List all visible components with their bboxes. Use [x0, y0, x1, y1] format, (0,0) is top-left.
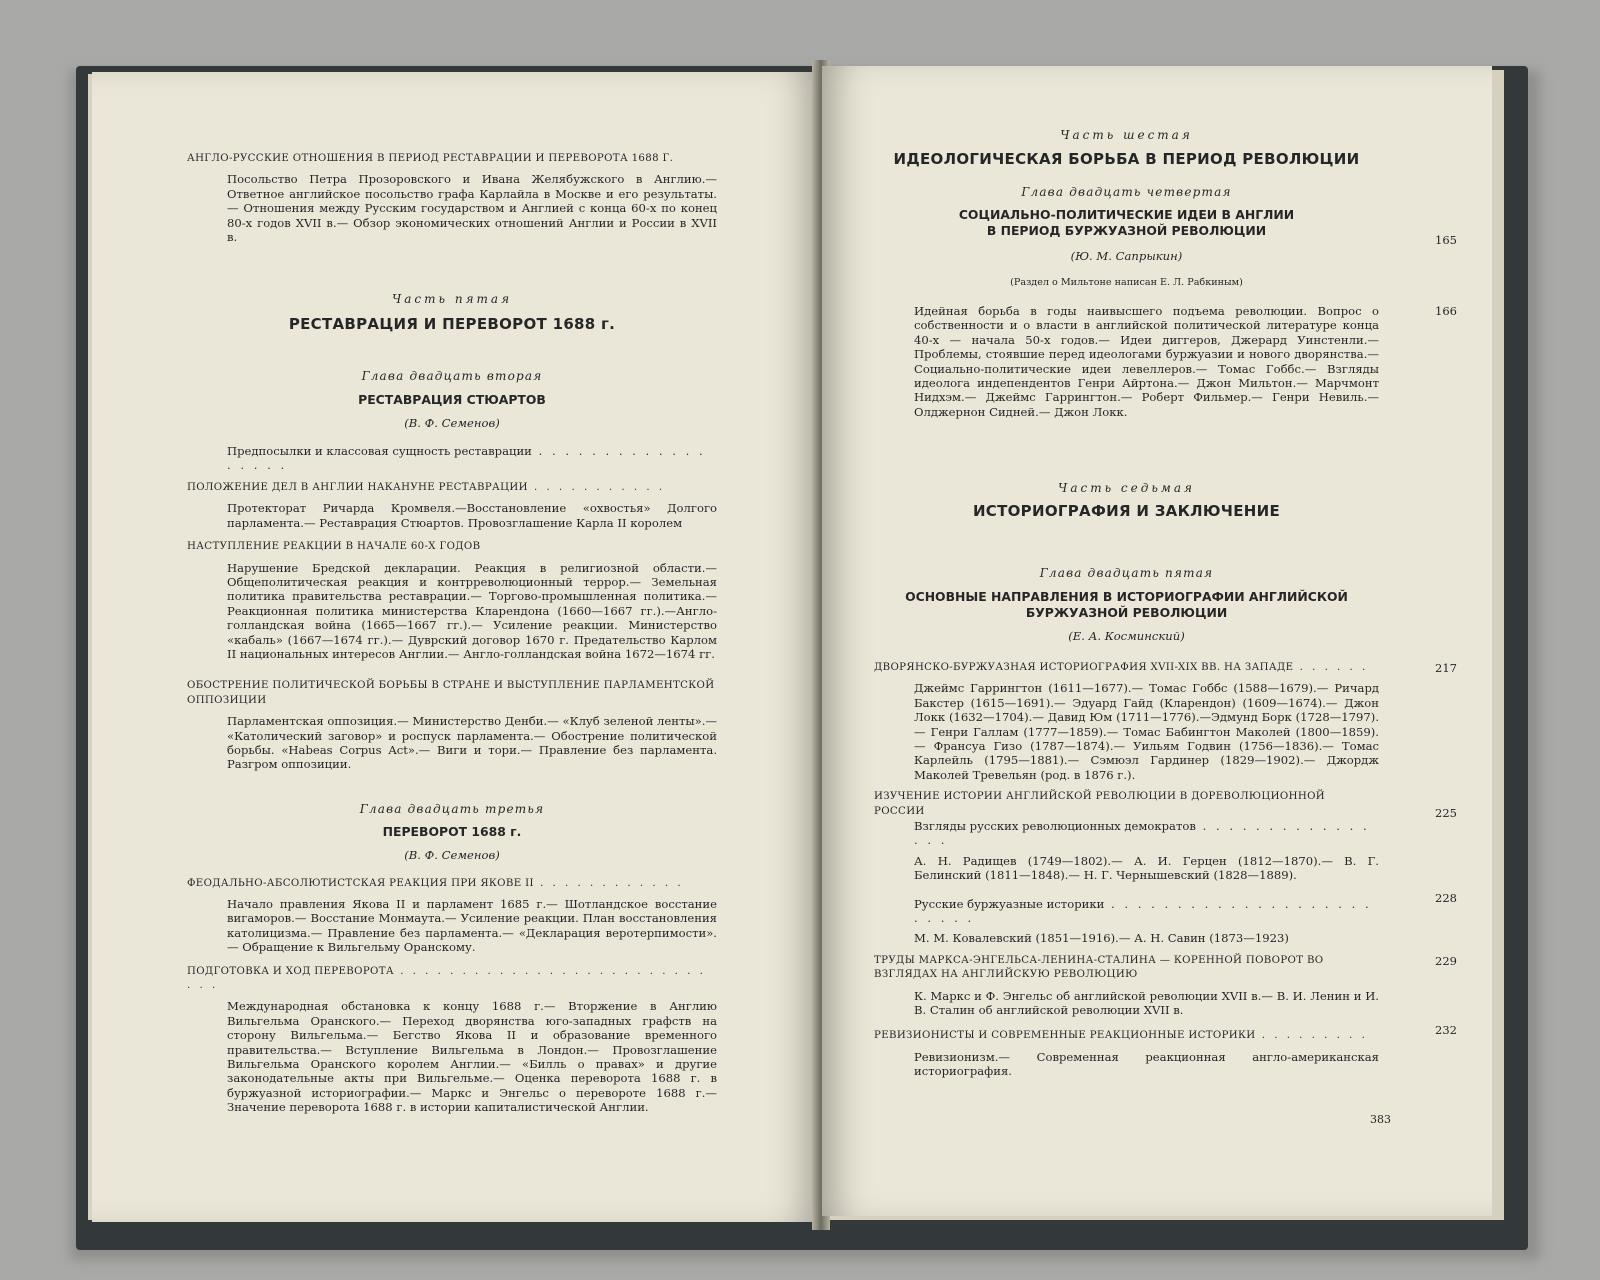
toc-entry-russia: ИЗУЧЕНИЕ ИСТОРИИ АНГЛИЙСКОЙ РЕВОЛЮЦИИ В ДОРЕВОЛЮЦИОННОЙ РОССИИ Взгляды русских революционных демократов . . . . . . . . . . . . . . . . 225 А. Н. Радищев (1749—1802).— А. И. Герцен (1812—1870).— В. Г. Белинский (1811—1848).— Н. Г. Чернышевский (1828—1889). [874, 790, 1379, 882]
toc-page-number: 217 [1435, 660, 1457, 675]
toc-entry-title: ПОДГОТОВКА И ХОД ПЕРЕВОРОТА [187, 965, 394, 977]
toc-entry-title: ОБОСТРЕНИЕ ПОЛИТИЧЕСКОЙ БОРЬБЫ В СТРАНЕ И ВЫСТУПЛЕНИЕ ПАРЛАМЕНТСКОЙ ОППОЗИЦИИ [187, 680, 715, 706]
toc-entry-title: ИЗУЧЕНИЕ ИСТОРИИ АНГЛИЙСКОЙ РЕВОЛЮЦИИ В ДОРЕВОЛЮЦИОННОЙ РОССИИ [874, 791, 1326, 817]
toc-entry-subtitle: Взгляды русских революционных демократов [914, 818, 1196, 833]
chapter-title-line2: В ПЕРИОД БУРЖУАЗНОЙ РЕВОЛЮЦИИ [986, 223, 1267, 239]
toc-page-number: 229 [1435, 953, 1457, 968]
toc-entry-revisionists: РЕВИЗИОНИСТЫ И СОВРЕМЕННЫЕ РЕАКЦИОННЫЕ ИСТОРИКИ . . . . . . . . . 232 Ревизионизм.— Современная реакционная англо-американская историография. [874, 1029, 1379, 1078]
chapter-title-line1: СОЦИАЛЬНО-ПОЛИТИЧЕСКИЕ ИДЕИ В АНГЛИИ [958, 207, 1295, 223]
toc-entry-reaction [187, 540, 717, 661]
chapter-label: Глава двадцать третья [359, 801, 545, 816]
toc-entry-preconditions: Предпосылки и классовая сущность реставрации . . . . . . . . . . . . . . . . . . [187, 444, 717, 473]
toc-entry-title: Предпосылки и классовая сущность реставрации [227, 444, 532, 459]
toc-page-number: 166 [1435, 304, 1457, 319]
toc-entry-anglo-russian [187, 152, 717, 244]
chapter-label: Глава двадцать пятая [1039, 566, 1214, 581]
chapter-label: Глава двадцать вторая [361, 369, 543, 384]
chapter-author: (Е. А. Косминский) [1068, 628, 1185, 643]
toc-entry-description: Парламентская оппозиция.— Министерство Денби.— «Клуб зеленой ленты».— «Католический заговор» и роспуск парламента.— Обострение политической борьбы. «Habeas Corpus Act».— Виги и тори.— Правление без парламента. Разгром оппозиции. [227, 714, 717, 772]
toc-entry-description: Джеймс Гаррингтон (1611—1677).— Томас Гоббс (1588—1679).— Ричард Бакстер (1615—1691).— Эдуард Гайд (Кларендон) (1609—1674).— Джон Локк (1632—1704).— Давид Юм (1711—1776).—Эдмунд Борк (1728—1797).— Генри Галлам (1777—1859).— Томас Бабингтон Маколей (1800—1859).— Франсуа Гизо (1787—1874).— Уильям Годвин (1756—1836).— Томас Карлейль (1795—1881).— Сэмюэл Гардинер (1829—1902).— Джордж Маколей Тревельян (род. в 1876 г.). [914, 681, 1379, 782]
toc-entry-description: А. Н. Радищев (1749—1802).— А. И. Герцен (1812—1870).— В. Г. Белинский (1811—1848).— Н. Г. Чернышевский (1828—1889). [914, 853, 1379, 883]
toc-entry-description: Протекторат Ричарда Кромвеля.—Восстановление «охвостья» Долгого парламента.— Реставрация Стюартов. Провозглашение Карла II королем [227, 501, 717, 530]
chapter-author: (В. Ф. Семенов) [404, 415, 500, 430]
chapter-title: ПЕРЕВОРОТ 1688 г. [382, 824, 522, 840]
toc-page-number: 165 [1435, 233, 1457, 248]
toc-entry-title: НАСТУПЛЕНИЕ РЕАКЦИИ В НАЧАЛЕ 60-Х ГОДОВ [187, 541, 481, 553]
chapter-heading-24 [874, 207, 1457, 248]
toc-page-number: 232 [1435, 1023, 1457, 1038]
part-label: Часть пятая [391, 292, 513, 307]
part-label: Часть седьмая [1058, 481, 1195, 496]
toc-entry-description: Ревизионизм.— Современная реакционная англо-американская историография. [914, 1049, 1379, 1079]
part-label: Часть шестая [1060, 128, 1193, 142]
toc-entry-description: Идейная борьба в годы наивысшего подъема революции. Вопрос о собственности и о власти в английской политической литературе конца 40-х — начала 50-х годов.— Идеи диггеров, Джерард Уинстенли.— Проблемы, стоявшие перед идеологами буржуазии и нового дворянства.— Социально-политические идеи левеллеров.— Томас Гоббс.— Взгляды идеолога индепендентов Генри Айртона.— Джон Мильтон.— Марчмонт Нидхэм.— Джеймс Гаррингтон.— Роберт Фильмер.— Генри Невиль.— Олджернон Сидней.— Джон Локк. [914, 304, 1379, 419]
toc-entry-feudal: ФЕОДАЛЬНО-АБСОЛЮТИСТСКАЯ РЕАКЦИЯ ПРИ ЯКОВЕ II . . . . . . . . . . . . Начало правления Якова II и парламент 1685 г.— Шотландское восстание вигаморов.— Восстание Монмаута.— Усиление реакции. План восстановления католицизма.— Правление без парламента.— «Декларация веротерпимости».— Обращение к Вильгельму Оранскому. [187, 877, 717, 955]
toc-entry-title: Русские буржуазные историки [914, 896, 1105, 911]
right-page [822, 66, 1492, 1216]
folio-page-number: 383 [1370, 1113, 1391, 1126]
toc-entry-description: Нарушение Бредской декларации. Реакция в религиозной области.—Общеполитическая реакция и контрреволюционный террор.— Земельная политика правительства реставрации.— Торгово-промышленная политика.— Реакционная политика министерства Кларендона (1660—1667 гг.).—Англо-голландская война (1665—1667 гг.).— Усиление реакции. Министерство «кабаль» (1667—1674 гг.).— Дуврский договор 1670 г. Предательство Карлом II национальных интересов Англии.— Англо-голландская война 1672—1674 гг. [227, 560, 717, 661]
chapter-note: (Раздел о Мильтоне написан Е. Л. Рабкиным) [1010, 276, 1243, 288]
chapter-author: (В. Ф. Семенов) [404, 848, 500, 863]
toc-entry-title: ПОЛОЖЕНИЕ ДЕЛ В АНГЛИИ НАКАНУНЕ РЕСТАВРАЦИИ [187, 481, 528, 493]
chapter-author: (Ю. М. Сапрыкин) [1070, 249, 1183, 264]
toc-entry-title: АНГЛО-РУССКИЕ ОТНОШЕНИЯ В ПЕРИОД РЕСТАВРАЦИИ И ПЕРЕВОРОТА 1688 Г. [187, 153, 674, 164]
toc-entry-struggle [187, 679, 717, 771]
part-title: ИДЕОЛОГИЧЕСКАЯ БОРЬБА В ПЕРИОД РЕВОЛЮЦИИ [893, 150, 1360, 169]
left-page-content [187, 152, 717, 1115]
toc-entry-marx [874, 953, 1457, 1018]
toc-page-number: 225 [1435, 806, 1457, 821]
toc-entry-title: ТРУДЫ МАРКСА-ЭНГЕЛЬСА-ЛЕНИНА-СТАЛИНА — КОРЕННОЙ ПОВОРОТ ВО ВЗГЛЯДАХ НА АНГЛИЙСКУЮ РЕВОЛЮЦИЮ [874, 954, 1324, 981]
toc-entry-title: ДВОРЯНСКО-БУРЖУАЗНАЯ ИСТОРИОГРАФИЯ XVII-XIX ВВ. НА ЗАПАДЕ [874, 661, 1294, 673]
toc-entry-ideas [874, 304, 1457, 419]
toc-entry-title: РЕВИЗИОНИСТЫ И СОВРЕМЕННЫЕ РЕАКЦИОННЫЕ ИСТОРИКИ [874, 1030, 1256, 1042]
left-page [92, 72, 818, 1222]
toc-entry-bourgeois: Русские буржуазные историки . . . . . . . . . . . . . . . . . . . . . . . . . 228 М. М. Ковалевский (1851—1916).— А. Н. Савин (1873—1923) [874, 897, 1379, 946]
chapter-title-line1: ОСНОВНЫЕ НАПРАВЛЕНИЯ В ИСТОРИОГРАФИИ АНГЛИЙСКОЙ [905, 588, 1348, 604]
toc-entry-description: М. М. Ковалевский (1851—1916).— А. Н. Савин (1873—1923) [914, 931, 1289, 946]
toc-entry-description: Международная обстановка к концу 1688 г.— Вторжение в Англию Вильгельма Оранского.— Переход дворянства юго-западных графств на сторону Вильгельма.— Бегство Якова II и образование временного правительства.— Вступление Вильгельма в Лондон.— Провозглашение Вильгельма Оранского королем Англии.— «Билль о правах» и другие законодательные акты при Вильгельме.— Оценка переворота 1688 г. в буржуазной историографии.— Маркс и Энгельс о перевороте 1688 г.— Значение переворота 1688 г. в истории капиталистической Англии. [227, 999, 717, 1115]
part-title: ИСТОРИОГРАФИЯ И ЗАКЛЮЧЕНИЕ [972, 501, 1281, 520]
toc-entry-title: ФЕОДАЛЬНО-АБСОЛЮТИСТСКАЯ РЕАКЦИЯ ПРИ ЯКОВЕ II [187, 877, 534, 889]
toc-entry-coup: ПОДГОТОВКА И ХОД ПЕРЕВОРОТА . . . . . . . . . . . . . . . . . . . . . . . . . . . . Международная обстановка к концу 1688 г.— Вторжение в Англию Вильгельма Оранского.— Переход дворянства юго-западных графств на сторону Вильгельма.— Бегство Якова II и образование временного правительства.— Вступление Вильгельма в Лондон.— Провозглашение Вильгельма Оранского королем Англии.— «Билль о правах» и другие законодательные акты при Вильгельме.— Оценка переворота 1688 г. в буржуазной историографии.— Маркс и Энгельс о перевороте 1688 г.— Значение переворота 1688 г. в истории капиталистической Англии. [187, 965, 717, 1115]
toc-entry-situation: ПОЛОЖЕНИЕ ДЕЛ В АНГЛИИ НАКАНУНЕ РЕСТАВРАЦИИ . . . . . . . . . . . Протекторат Ричарда Кромвеля.—Восстановление «охвостья» Долгого парламента.— Реставрация Стюартов. Провозглашение Карла II королем [187, 481, 717, 530]
chapter-title: РЕСТАВРАЦИЯ СТЮАРТОВ [358, 391, 546, 407]
toc-entry-description: Посольство Петра Прозоровского и Ивана Желябужского в Англию.— Ответное английское посольство графа Карлайла в Москве и его результаты.— Отношения между Русским государством и Англией с конца 60-х по конец 80-х годов XVII в.— Обзор экономических отношений Англии и России в XVII в. [227, 172, 717, 245]
chapter-label: Глава двадцать четвертая [1021, 184, 1232, 199]
toc-entry-description: Начало правления Якова II и парламент 1685 г.— Шотландское восстание вигаморов.— Восстание Монмаута.— Усиление реакции. План восстановления католицизма.— Правление без парламента.— «Декларация веротерпимости».— Обращение к Вильгельму Оранскому. [227, 897, 717, 955]
part-title: РЕСТАВРАЦИЯ И ПЕРЕВОРОТ 1688 г. [288, 314, 616, 333]
right-page-content [874, 128, 1457, 1079]
toc-page-number: 228 [1435, 890, 1457, 905]
toc-entry-west: ДВОРЯНСКО-БУРЖУАЗНАЯ ИСТОРИОГРАФИЯ XVII-XIX ВВ. НА ЗАПАДЕ . . . . . . 217 Джеймс Гаррингтон (1611—1677).— Томас Гоббс (1588—1679).— Ричард Бакстер (1615—1691).— Эдуард Гайд (Кларендон) (1609—1674).— Джон Локк (1632—1704).— Давид Юм (1711—1776).—Эдмунд Борк (1728—1797).— Генри Галлам (1777—1859).— Томас Бабингтон Маколей (1800—1859).— Франсуа Гизо (1787—1874).— Уильям Годвин (1756—1836).— Томас Карлейль (1795—1881).— Сэмюэл Гардинер (1829—1902).— Джордж Маколей Тревельян (род. в 1876 г.). [874, 661, 1379, 782]
chapter-title-line2: БУРЖУАЗНОЙ РЕВОЛЮЦИИ [1025, 604, 1228, 620]
toc-entry-description: К. Маркс и Ф. Энгельс об английской революции XVII в.— В. И. Ленин и И. В. Сталин об английской революции XVII в. [914, 988, 1379, 1018]
